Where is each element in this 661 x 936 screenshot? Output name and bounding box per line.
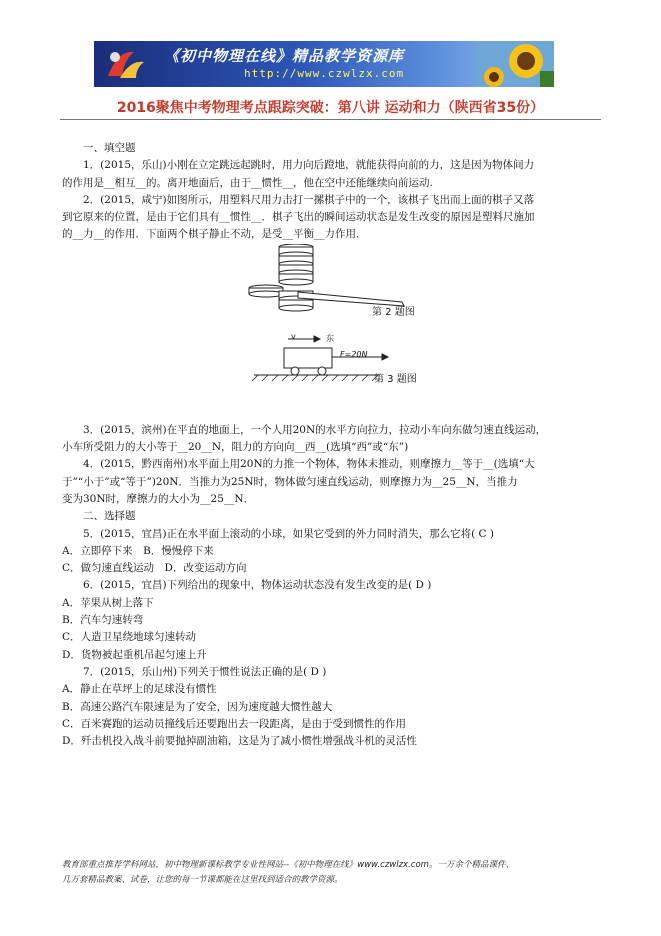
question-7-option-c: C．百米赛跑的运动员撞线后还要跑出去一段距离，是由于受到惯性的作用	[62, 717, 407, 730]
title-divider	[60, 119, 601, 120]
velocity-label: v	[291, 331, 296, 341]
question-5-options-ab: A．立即停下来 B．慢慢停下来	[62, 544, 214, 557]
footer-line-2: 几万套精品教案、试卷，让您的每一节课都能在这里找到适合的教学资源。	[62, 875, 343, 885]
question-4-line-1: 4．(2015，黔西南州)水平面上用20N的力推一个物体，物体未推动，则摩擦力__等于__(选填“大	[83, 458, 535, 471]
section-heading-fill: 一、填空题	[83, 142, 136, 154]
question-1-line-2: 的作用是__相互__的。离开地面后，由于__惯性__，他在空中还能继续向前运动.	[62, 176, 433, 189]
question-5: 5．(2015，宜昌)正在水平面上滚动的小球，如果它受到的外力同时消失，那么它将( C )	[83, 527, 494, 540]
document-title: 2016聚焦中考物理考点跟踪突破：第八讲 运动和力（陕西省35份）	[116, 100, 545, 116]
question-5-options-cd: C．做匀速直线运动 D．改变运动方向	[62, 562, 247, 575]
figure-3-caption: 第 3 题图	[374, 373, 417, 385]
question-7: 7．(2015，乐山州)下列关于惯性说法正确的是( D )	[83, 665, 327, 678]
figure-2-caption: 第 2 题图	[372, 306, 415, 318]
site-banner	[94, 41, 554, 87]
question-3-line-1: 3．(2015，滨州)在平直的地面上，一个人用20N的水平方向拉力，拉动小车向东做匀速直线运动，	[83, 423, 547, 436]
question-2-line-2: 到它原来的位置，是由于它们具有__惯性__．棋子飞出的瞬间运动状态是发生改变的原因是塑料尺施加	[62, 211, 535, 224]
question-6-option-b: B．汽车匀速转弯	[62, 614, 144, 627]
figure-2-checkers-diagram	[62, 244, 602, 390]
question-6-option-a: A．苹果从树上落下	[62, 596, 154, 609]
question-4-line-2: 于”“小于”或“等于”)20N．当推力为25N时，物体做匀速直线运动，则摩擦力为__25__N，当推力	[62, 475, 518, 488]
east-direction-label: 东	[326, 333, 334, 343]
question-2-line-1: 2．(2015，咸宁)如图所示，用塑料尺用力击打一摞棋子中的一个，该棋子飞出而上面的棋子又落	[83, 193, 535, 206]
force-label: F=20N	[340, 349, 368, 359]
question-7-option-d: D．歼击机投入战斗前要抛掉副油箱，这是为了减小惯性增强战斗机的灵活性	[62, 735, 417, 748]
question-6-option-c: C．人造卫星绕地球匀速转动	[62, 631, 197, 644]
site-logo-icon	[104, 46, 148, 82]
figures-area	[62, 244, 602, 390]
sunflower-icon	[476, 41, 554, 87]
question-6-option-d: D．货物被起重机吊起匀速上升	[62, 648, 207, 661]
banner-title: 《初中物理在线》精品教学资源库	[164, 47, 405, 65]
question-2-line-3: 的__力__的作用．下面两个棋子静止不动，是受__平衡__力作用．	[62, 228, 367, 241]
question-1-line-1: 1．(2015，乐山)小刚在立定跳远起跳时，用力向后蹬地，就能获得向前的力，这是因为物体间力	[83, 159, 535, 172]
banner-url: http://www.czwlzx.com	[244, 67, 405, 80]
question-3-line-2: 小车所受阻力的大小等于__20__N，阻力的方向向__西__(选填“西”或“东”)	[62, 441, 409, 454]
page-footer	[62, 858, 602, 888]
footer-line-1: 教育部重点推荐学科网站，初中物理新课标教学专业性网站--《初中物理在线》www.czwlzx.com。一万余个精品课件、	[62, 860, 514, 870]
question-4-line-3: 变为30N时，摩擦力的大小为__25__N．	[62, 492, 255, 505]
section-heading-choice: 二、选择题	[83, 510, 136, 523]
document-body	[62, 140, 602, 750]
question-6: 6．(2015，宜昌)下列给出的现象中，物体运动状态没有发生改变的是( D )	[83, 579, 432, 592]
question-7-option-a: A．静止在草坪上的足球没有惯性	[62, 683, 217, 696]
question-7-option-b: B．高速公路汽车限速是为了安全，因为速度越大惯性越大	[62, 700, 333, 713]
